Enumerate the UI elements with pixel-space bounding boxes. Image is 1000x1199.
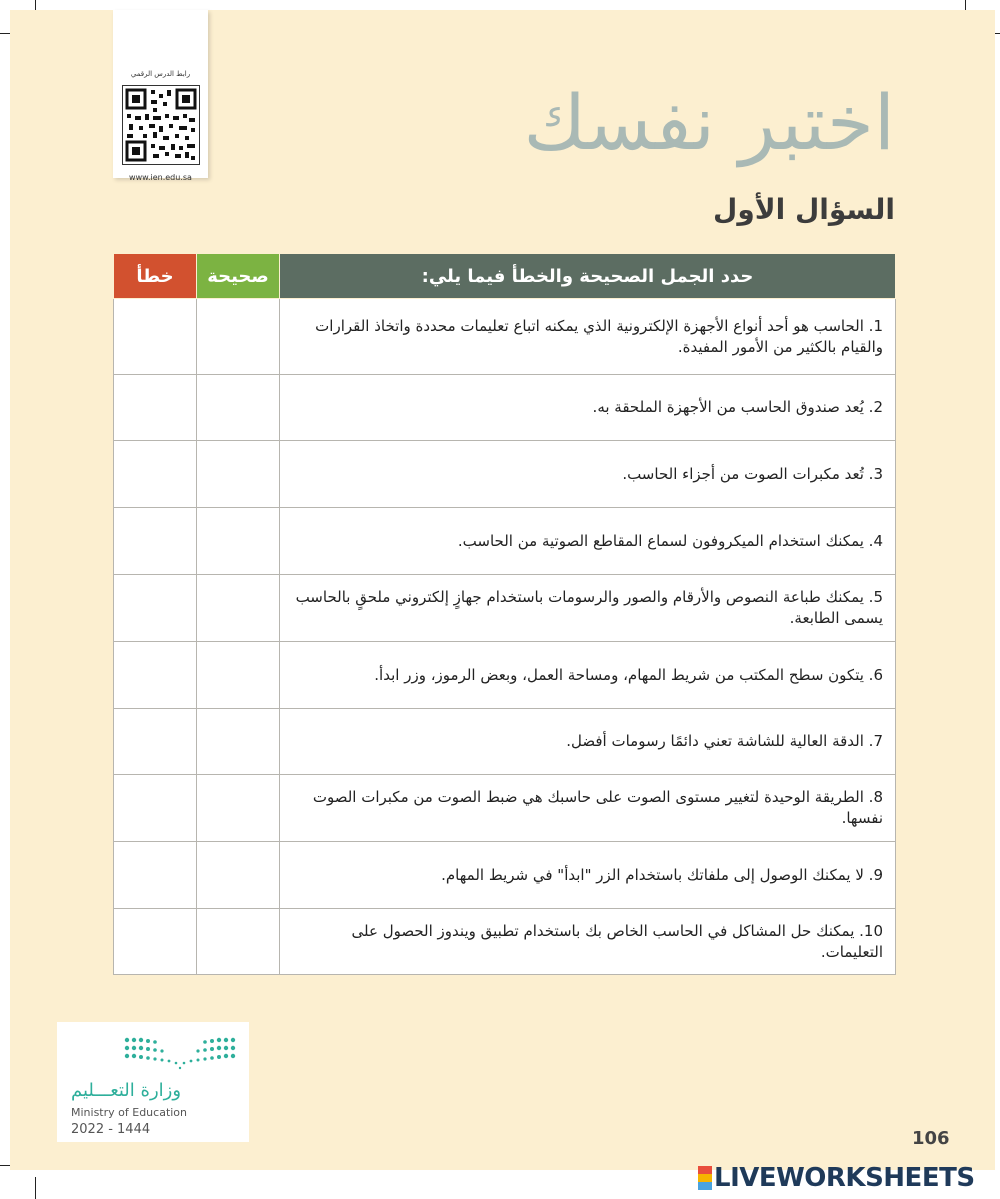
liveworksheets-brand[interactable] — [698, 1163, 998, 1195]
answer-false-cell[interactable] — [114, 775, 197, 842]
answer-true-cell[interactable] — [197, 441, 280, 508]
liveworksheets-logo-icon — [698, 1166, 712, 1190]
table-row — [114, 842, 896, 909]
statement-text: 10. يمكنك حل المشاكل في الحاسب الخاص بك باستخدام تطبيق ويندوز الحصول على التعليمات. — [280, 909, 896, 975]
header-false: خطأ — [114, 254, 197, 299]
answer-false-cell[interactable] — [114, 575, 197, 642]
statement-text: 6. يتكون سطح المكتب من شريط المهام، ومساحة العمل، وبعض الرموز، وزر ابدأ. — [280, 642, 896, 709]
page-title: اختبر نفسك — [523, 78, 895, 167]
edition-year: 2022 - 1444 — [71, 1122, 151, 1137]
statement-text: 3. تُعد مكبرات الصوت من أجزاء الحاسب. — [280, 441, 896, 508]
ministry-logo — [57, 1022, 249, 1142]
answer-false-cell[interactable] — [114, 842, 197, 909]
table-row — [114, 375, 896, 441]
answer-false-cell[interactable] — [114, 508, 197, 575]
table-row — [114, 709, 896, 775]
table-header-row — [114, 254, 896, 299]
answer-true-cell[interactable] — [197, 775, 280, 842]
answer-false-cell[interactable] — [114, 709, 197, 775]
answer-false-cell[interactable] — [114, 642, 197, 709]
table-row — [114, 508, 896, 575]
qr-url[interactable]: www.ien.edu.sa — [129, 173, 192, 182]
table-row — [114, 299, 896, 375]
answer-true-cell[interactable] — [197, 842, 280, 909]
answer-true-cell[interactable] — [197, 642, 280, 709]
statement-text: 4. يمكنك استخدام الميكروفون لسماع المقاطع الصوتية من الحاسب. — [280, 508, 896, 575]
answer-false-cell[interactable] — [114, 375, 197, 441]
crop-mark — [35, 1177, 36, 1199]
question-title: السؤال الأول — [713, 193, 895, 226]
table-row — [114, 575, 896, 642]
qr-card[interactable] — [113, 10, 208, 182]
header-statement: حدد الجمل الصحيحة والخطأ فيما يلي: — [280, 254, 896, 299]
liveworksheets-wordmark: LIVEWORKSHEETS — [714, 1163, 975, 1193]
qr-code-icon[interactable] — [122, 85, 200, 165]
answer-true-cell[interactable] — [197, 709, 280, 775]
answer-true-cell[interactable] — [197, 508, 280, 575]
table-row — [114, 642, 896, 709]
answer-true-cell[interactable] — [197, 299, 280, 375]
answer-false-cell[interactable] — [114, 299, 197, 375]
answer-false-cell[interactable] — [114, 909, 197, 975]
answer-true-cell[interactable] — [197, 909, 280, 975]
ministry-name-english: Ministry of Education — [71, 1106, 188, 1119]
ministry-name-arabic: وزارة التعـــليم — [71, 1080, 182, 1101]
statement-text: 2. يُعد صندوق الحاسب من الأجهزة الملحقة به. — [280, 375, 896, 441]
statement-text: 5. يمكنك طباعة النصوص والأرقام والصور والرسومات باستخدام جهازٍ إلكتروني ملحقٍ بالحاسب يسمى الطابعة. — [280, 575, 896, 642]
answer-false-cell[interactable] — [114, 441, 197, 508]
statement-text: 8. الطريقة الوحيدة لتغيير مستوى الصوت على حاسبك هي ضبط الصوت من مكبرات الصوت نفسها. — [280, 775, 896, 842]
table-row — [114, 909, 896, 975]
header-true: صحيحة — [197, 254, 280, 299]
statement-text: 1. الحاسب هو أحد أنواع الأجهزة الإلكترونية الذي يمكنه اتباع تعليمات محددة واتخاذ القرارات والقيام بالكثير من الأمور المفيدة. — [280, 299, 896, 375]
answer-true-cell[interactable] — [197, 375, 280, 441]
answer-true-cell[interactable] — [197, 575, 280, 642]
ministry-dots-icon — [57, 1030, 249, 1080]
qr-caption: رابط الدرس الرقمي — [130, 70, 191, 78]
true-false-table — [113, 253, 896, 975]
page-number: 106 — [912, 1128, 950, 1149]
statement-text: 9. لا يمكنك الوصول إلى ملفاتك باستخدام الزر "ابدأ" في شريط المهام. — [280, 842, 896, 909]
table-row — [114, 441, 896, 508]
table-row — [114, 775, 896, 842]
statement-text: 7. الدقة العالية للشاشة تعني دائمًا رسومات أفضل. — [280, 709, 896, 775]
